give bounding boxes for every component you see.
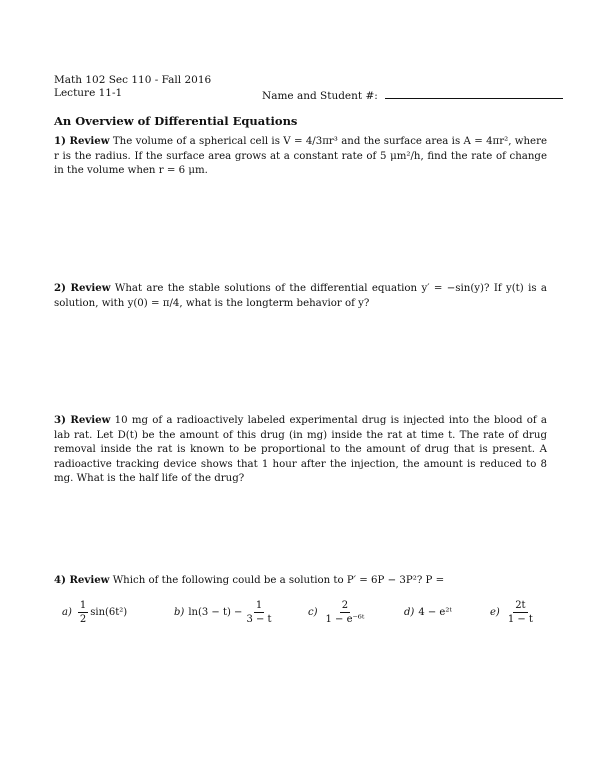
choice-c [308,596,368,628]
choice-b-label: b) [174,606,185,618]
choice-b-expression: ln(3 − t) − [188,606,243,618]
problem-1-label: 1) Review [54,135,110,147]
problem-3 [54,413,547,487]
course-label: Math 102 Sec 110 - Fall 2016 [54,74,212,86]
choice-a [62,596,127,628]
choice-d-label: d) [404,606,415,618]
answer-choices [62,596,552,632]
choice-a-label: a) [62,606,72,618]
problem-4 [54,573,547,589]
choice-b-fraction [244,600,273,625]
problem-2 [54,281,547,311]
choice-a-expression: sin(6t²) [90,606,128,618]
choice-e [490,596,537,628]
header-left [54,74,211,100]
name-field [262,87,563,103]
problem-3-text: 10 mg of a radioactively labeled experimental drug is injected into the blood of a lab rat. Let D(t) be the amount of this drug (in mg) inside the rat at time t. The rate of drug removal inside the rat is known to be proportional to the amount of drug that is present. A radioactive tracking device shows that 1 hour after the injection, the amount is reduced to 8 mg. What is the half life of the drug? [54,415,547,484]
choice-c-label: c) [308,606,318,618]
choice-b-denominator: 3 − t [246,613,272,625]
choice-e-numerator: 2t [515,599,526,611]
choice-e-label: e) [490,606,500,618]
name-label: Name and Student #: [262,90,378,102]
problem-1-text: The volume of a spherical cell is V = 4/3πr³ and the surface area is A = 4πr², where r is the radius. If the surface area grows at a constant rate of 5 μm²/h, find the rate of change in the volume when r = 6 μm. [54,136,547,176]
choice-a-denominator: 2 [79,613,87,625]
problem-2-text: What are the stable solutions of the differential equation y′ = −sin(y)? If y(t) is a solution, with y(0) = π/4, what is the longterm behavior of y? [54,283,547,309]
name-blank-line[interactable] [385,87,563,99]
problem-3-label: 3) Review [54,414,111,426]
choice-c-fraction [324,600,367,625]
choice-d [404,596,452,628]
lecture-label: Lecture 11-1 [54,87,123,99]
choice-c-numerator: 2 [341,599,349,611]
choice-b-numerator: 1 [255,599,263,611]
page-title: An Overview of Differential Equations [54,114,298,128]
choice-a-fraction [78,600,88,625]
choice-e-denominator: 1 − t [507,613,533,625]
choice-d-expression: 4 − e²ᵗ [418,606,452,618]
problem-1 [54,134,547,179]
choice-e-fraction [506,600,535,625]
choice-b [174,596,276,628]
problem-2-label: 2) Review [54,282,111,294]
choice-c-denominator: 1 − e⁻⁶ᵗ [325,613,365,625]
problem-4-text: Which of the following could be a solution to P′ = 6P − 3P²? P = [112,575,445,586]
problem-4-label: 4) Review [54,574,110,586]
choice-a-numerator: 1 [79,599,87,611]
